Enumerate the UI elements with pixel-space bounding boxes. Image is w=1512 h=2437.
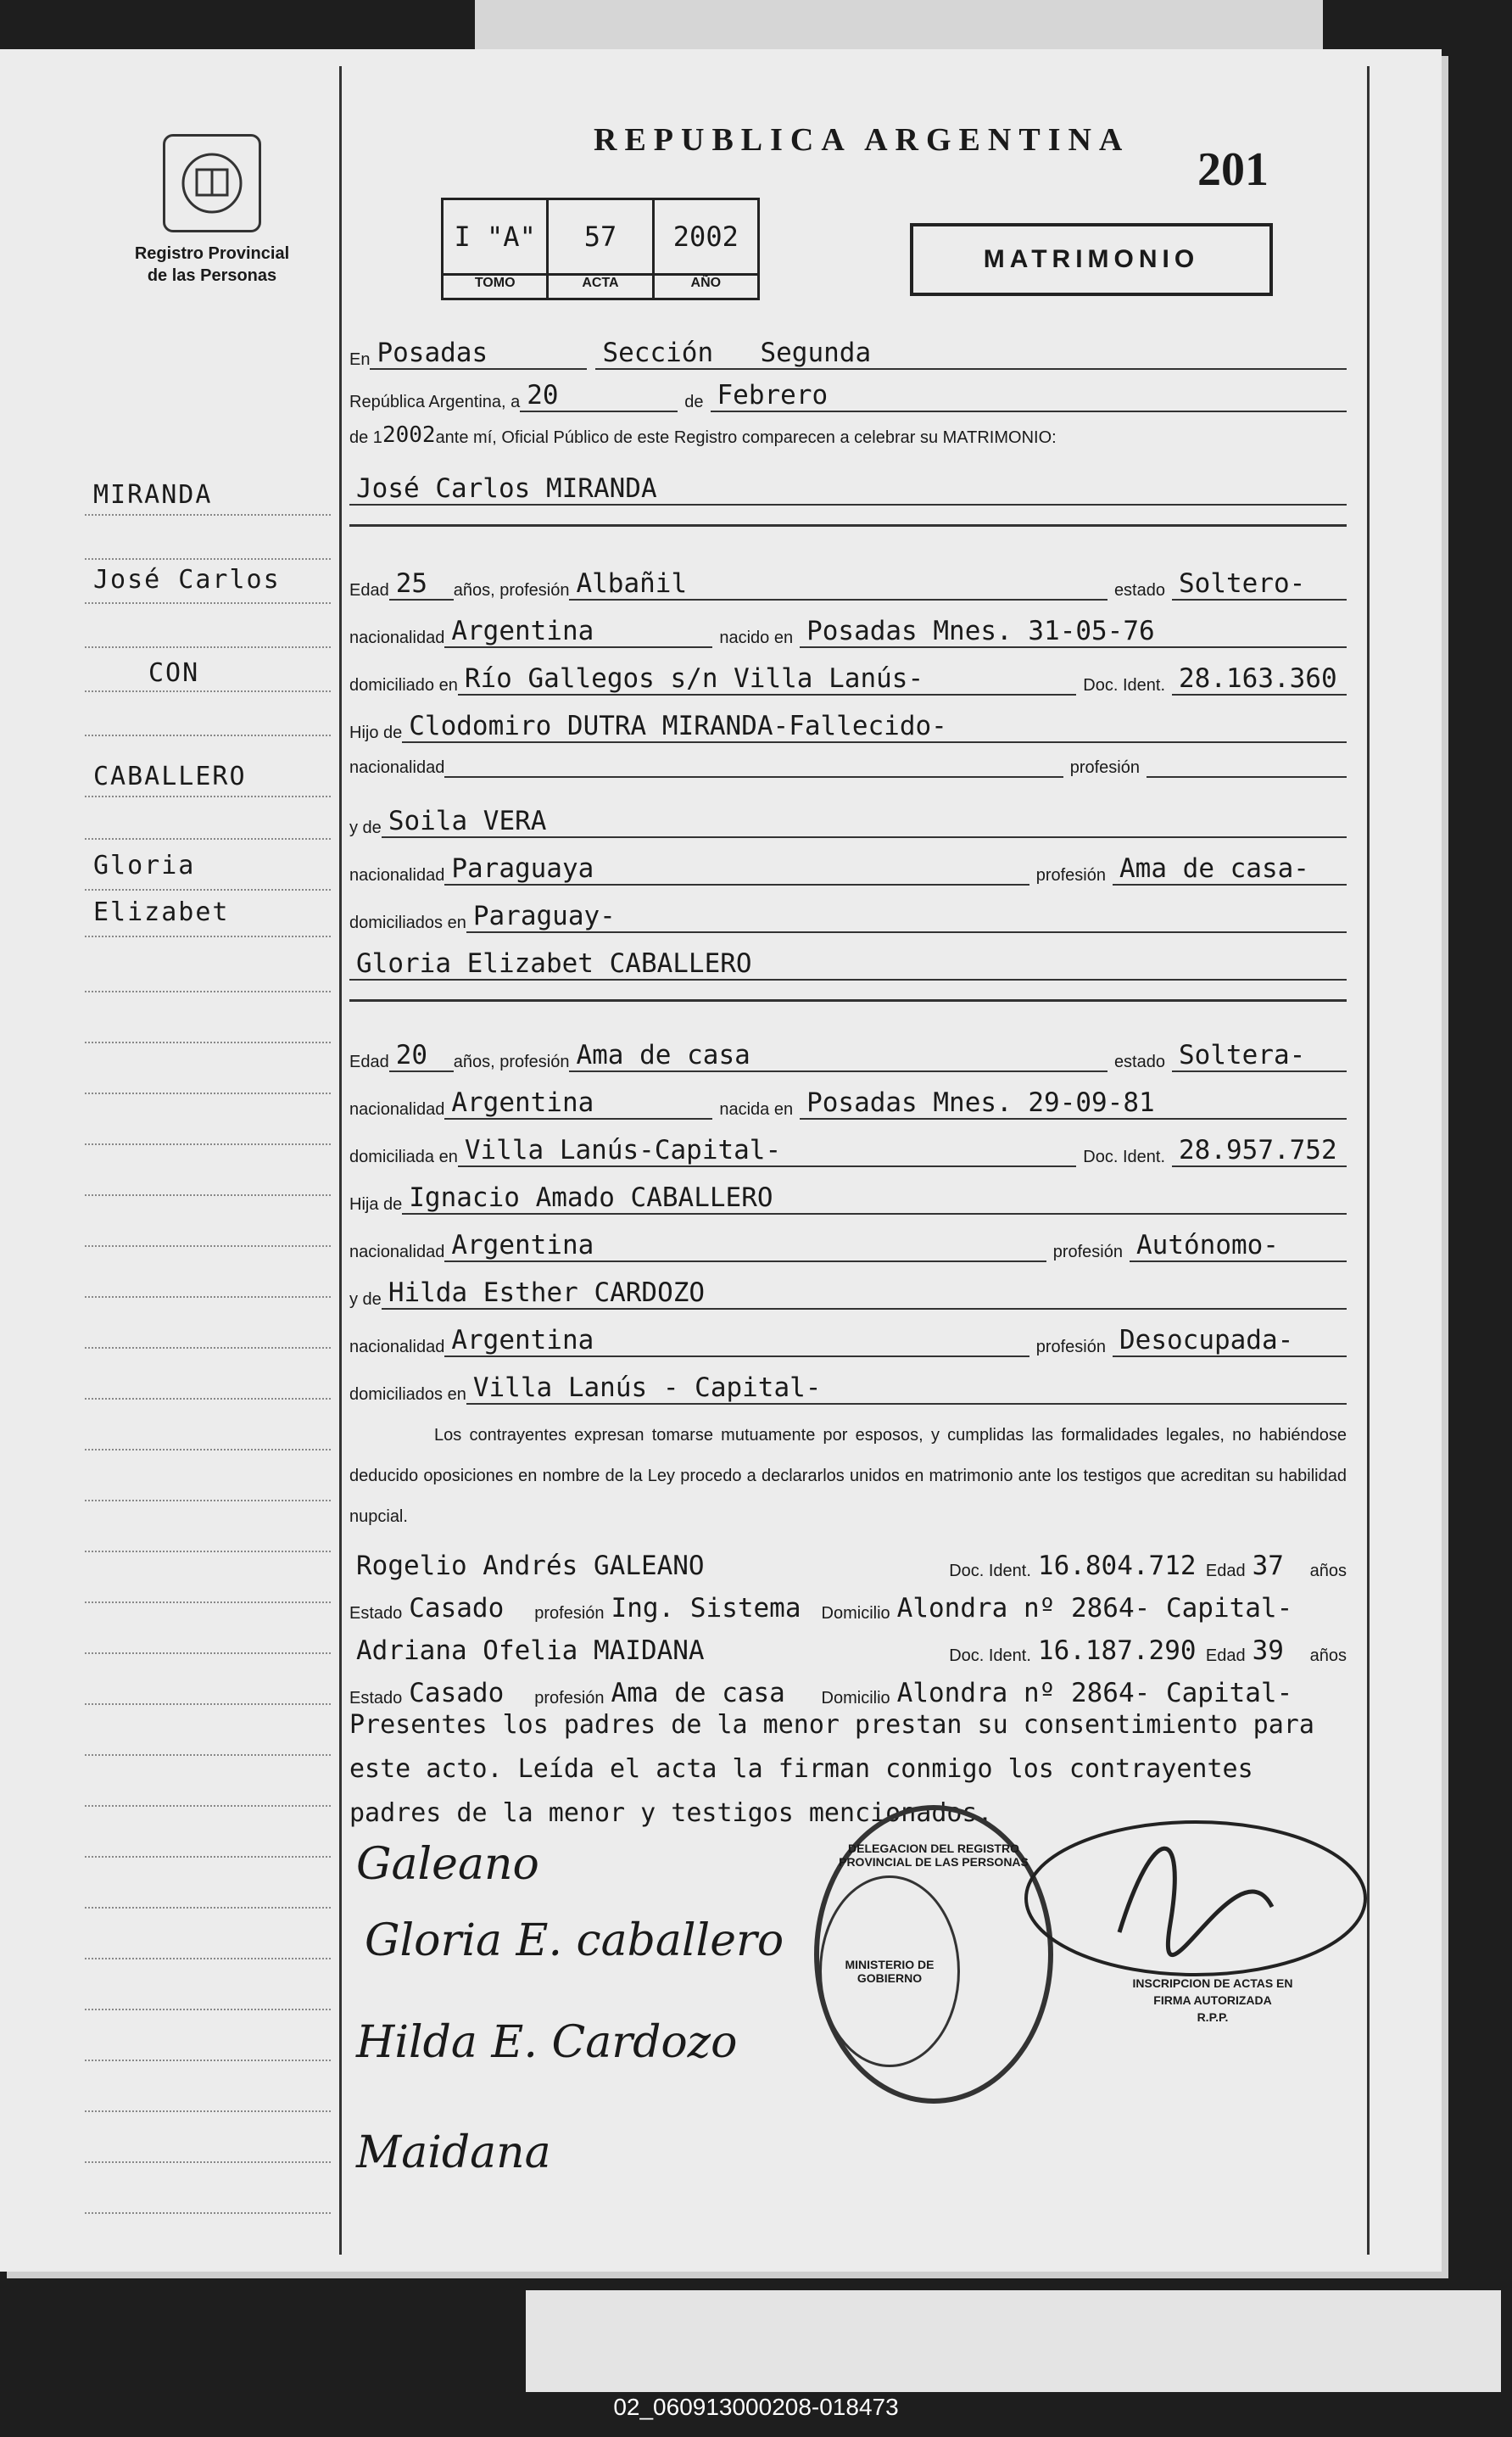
- year-prefix: de 1: [349, 428, 382, 447]
- nacionalidad-label: nacionalidad: [349, 1338, 445, 1356]
- witness1-address: Alondra nº 2864- Capital-: [896, 1593, 1293, 1624]
- margin-con: CON: [148, 658, 200, 688]
- edad-label: Edad: [1205, 1646, 1246, 1665]
- nacionalidad-label: nacionalidad: [349, 758, 445, 777]
- margin-rule: [85, 1500, 331, 1501]
- witness2-name: Adriana Ofelia MAIDANA: [356, 1635, 705, 1666]
- groom-mother: Soila VERA: [382, 806, 1347, 838]
- margin-rule: [85, 1958, 331, 1959]
- margin-bride-surname: CABALLERO: [93, 762, 247, 791]
- registry-name-line1: Registro Provincial: [134, 244, 290, 263]
- groom-profession: Albañil: [569, 568, 1107, 601]
- margin-rule: [85, 1856, 331, 1858]
- bride-nationality: Argentina: [444, 1087, 712, 1120]
- margin-rule: [85, 1194, 331, 1196]
- bride-father-line: [349, 1182, 1347, 1215]
- groom-age: 25: [389, 568, 454, 601]
- margin-groom-surname: MIRANDA: [93, 480, 213, 510]
- groom-father-profession: [1147, 776, 1347, 778]
- margin-rule: [85, 1398, 331, 1400]
- margin-column: [0, 49, 339, 2272]
- section-separator: [349, 999, 1347, 1002]
- groom-age-line: [349, 568, 1347, 601]
- bride-profession: Ama de casa: [569, 1040, 1107, 1072]
- margin-rule: [85, 1093, 331, 1094]
- nacionalidad-label: nacionalidad: [349, 866, 445, 885]
- margin-rule: [85, 735, 331, 736]
- act-type-box: MATRIMONIO: [910, 223, 1273, 296]
- signature-3: Hilda E. Cardozo: [356, 2017, 738, 2068]
- profesion-label: profesión: [1035, 1338, 1106, 1356]
- stamp-outer-text: DELEGACION DEL REGISTRO PROVINCIAL DE LAS PERSONAS: [839, 1842, 1029, 1869]
- estado-label: Estado: [349, 1604, 403, 1623]
- province-seal-icon: [163, 134, 261, 232]
- bride-parents-address-line: [349, 1372, 1347, 1405]
- bride-father-profession: Autónomo-: [1130, 1230, 1347, 1262]
- yde-label: y de: [349, 1290, 382, 1309]
- margin-rule: [85, 2110, 331, 2112]
- intro-text: ante mí, Oficial Público de este Registro comparecen a celebrar su MATRIMONIO:: [435, 428, 1057, 447]
- margin-rule: [85, 1652, 331, 1654]
- doc-label: Doc. Ident.: [949, 1646, 1031, 1665]
- bride-mother: Hilda Esther CARDOZO: [382, 1277, 1347, 1310]
- groom-nationality-line: [349, 616, 1347, 648]
- doc-label: Doc. Ident.: [949, 1562, 1031, 1580]
- domiciliados-label: domiciliados en: [349, 1385, 466, 1404]
- image-code-caption: 02_060913000208-018473: [613, 2394, 899, 2420]
- bride-father-nationality: Argentina: [444, 1230, 1046, 1262]
- estado-label: estado: [1113, 581, 1165, 600]
- anos-label: años: [1309, 1562, 1347, 1580]
- tomo-acta-year-box: [441, 198, 760, 300]
- groom-parents-address-line: [349, 901, 1347, 933]
- margin-rule: [85, 1907, 331, 1909]
- bride-mother-nationality: Argentina: [444, 1325, 1029, 1357]
- bride-address-line: [349, 1135, 1347, 1167]
- yde-label: y de: [349, 819, 382, 837]
- profesion-label: profesión: [1052, 1243, 1123, 1261]
- country-heading: REPUBLICA ARGENTINA: [594, 122, 1130, 158]
- profesion-label: profesión: [1035, 866, 1106, 885]
- groom-mother-profession: Ama de casa-: [1113, 853, 1347, 886]
- groom-address-line: [349, 663, 1347, 696]
- acta-value: 57: [549, 200, 651, 276]
- groom-father-line: [349, 711, 1347, 743]
- witness2-status: Casado: [409, 1678, 505, 1708]
- tomo-cell: [444, 200, 549, 298]
- groom-father-nationality: [444, 776, 1063, 778]
- profesion-label: años, profesión: [453, 581, 570, 600]
- bride-name-line: [349, 948, 1347, 981]
- margin-rule: [85, 2060, 331, 2061]
- margin-rule: [85, 1042, 331, 1043]
- margin-rule: [85, 558, 331, 560]
- stamp-inner-ring: [819, 1875, 960, 2067]
- day-value: 20: [520, 380, 678, 412]
- edad-label: Edad: [349, 1053, 389, 1071]
- acta-label: ACTA: [582, 276, 619, 290]
- intro-line: [349, 422, 1347, 448]
- bride-mother-line: [349, 1277, 1347, 1310]
- margin-rule: [85, 889, 331, 891]
- margin-bride-name2: Elizabet: [93, 897, 230, 927]
- year-handwritten: 2002: [382, 422, 436, 448]
- margin-rule: [85, 1601, 331, 1603]
- groom-nationality: Argentina: [444, 616, 712, 648]
- margin-rule: [85, 2212, 331, 2214]
- witness1-name: Rogelio Andrés GALEANO: [356, 1551, 705, 1581]
- margin-rule: [85, 1754, 331, 1756]
- witness2-profession: Ama de casa: [611, 1678, 785, 1708]
- domicilio-label: Domicilio: [821, 1604, 890, 1623]
- doc-label: Doc. Ident.: [1083, 676, 1165, 695]
- closing-note: Presentes los padres de la menor prestan su consentimiento para este acto. Leída el acta la firman conmigo los contrayentes padres de la menor y testigos mencionados.: [349, 1710, 1314, 1828]
- nacionalidad-label: nacionalidad: [349, 629, 445, 647]
- groom-doc: 28.163.360: [1172, 663, 1347, 696]
- bride-status: Soltera-: [1172, 1040, 1347, 1072]
- margin-bride-name1: Gloria: [93, 851, 196, 880]
- estado-label: Estado: [349, 1689, 403, 1708]
- acta-cell: [549, 200, 654, 298]
- registry-name-line2: de las Personas: [147, 266, 277, 285]
- domicilio-label: domiciliado en: [349, 676, 458, 695]
- nacionalidad-label: nacionalidad: [349, 1243, 445, 1261]
- bride-age-line: [349, 1040, 1347, 1072]
- margin-rule: [85, 646, 331, 648]
- groom-mother-nat-line: [349, 853, 1347, 886]
- nacido-label: nacido en: [719, 629, 794, 647]
- margin-rule: [85, 936, 331, 937]
- stamp-rect-line1: INSCRIPCION DE ACTAS EN: [1132, 1976, 1293, 1990]
- registry-logo-block: [102, 134, 322, 287]
- bride-address: Villa Lanús-Capital-: [458, 1135, 1076, 1167]
- bride-father: Ignacio Amado CABALLERO: [402, 1182, 1347, 1215]
- seccion-value: Segunda: [753, 338, 1347, 370]
- stamp-rect-line2: FIRMA AUTORIZADA: [1153, 1993, 1272, 2007]
- signature-1: Galeano: [356, 1839, 539, 1890]
- rep-label: República Argentina, a: [349, 393, 521, 411]
- bride-name: Gloria Elizabet CABALLERO: [349, 948, 1347, 981]
- year-value: 2002: [655, 200, 757, 276]
- bride-mother-nat-line: [349, 1325, 1347, 1357]
- witness2-age: 39: [1252, 1635, 1284, 1666]
- city-value: Posadas: [370, 338, 587, 370]
- margin-divider: [339, 66, 342, 2255]
- margin-rule: [85, 1143, 331, 1145]
- margin-rule: [85, 1551, 331, 1552]
- doc-label: Doc. Ident.: [1083, 1148, 1165, 1166]
- month-value: Febrero: [711, 380, 1347, 412]
- nacionalidad-label: nacionalidad: [349, 1100, 445, 1119]
- groom-name: José Carlos MIRANDA: [349, 473, 1347, 506]
- groom-father-nat-line: [349, 758, 1347, 778]
- hijo-label: Hijo de: [349, 724, 403, 742]
- groom-status: Soltero-: [1172, 568, 1347, 601]
- witness2-address: Alondra nº 2864- Capital-: [896, 1678, 1293, 1708]
- domicilio-label: Domicilio: [821, 1689, 890, 1708]
- profesion-label: profesión: [1069, 758, 1140, 777]
- signature-4: Maidana: [356, 2127, 551, 2178]
- year-cell: [655, 200, 757, 298]
- bride-doc: 28.957.752: [1172, 1135, 1347, 1167]
- estado-label: estado: [1113, 1053, 1165, 1071]
- margin-rule: [85, 2009, 331, 2010]
- margin-rule: [85, 1347, 331, 1349]
- date-line: [349, 380, 1347, 412]
- de-label: de: [684, 393, 704, 411]
- signature-2: Gloria E. caballero: [365, 1915, 784, 1966]
- margin-rule: [85, 1805, 331, 1807]
- witness1-profession: Ing. Sistema: [611, 1593, 801, 1624]
- margin-rule: [85, 1449, 331, 1450]
- tomo-label: TOMO: [474, 276, 516, 290]
- section-separator: [349, 524, 1347, 527]
- stamp-inner-text: MINISTERIO DE GOBIERNO: [845, 1958, 935, 1985]
- groom-mother-line: [349, 806, 1347, 838]
- margin-rule: [85, 1245, 331, 1247]
- domiciliados-label: domiciliados en: [349, 914, 466, 932]
- folio-number: 201: [1197, 143, 1269, 196]
- hija-label: Hija de: [349, 1195, 403, 1214]
- margin-groom-names: José Carlos: [93, 565, 281, 595]
- witness2-line: [349, 1635, 1347, 1666]
- margin-rule: [85, 838, 331, 840]
- bride-birthplace: Posadas Mnes. 29-09-81: [800, 1087, 1347, 1120]
- groom-parents-address: Paraguay-: [466, 901, 1347, 933]
- margin-rule: [85, 514, 331, 516]
- witness1-details-line: [349, 1593, 1347, 1624]
- bride-father-nat-line: [349, 1230, 1347, 1262]
- margin-rule: [85, 1296, 331, 1298]
- stamp-rect-line3: R.P.P.: [1197, 2010, 1229, 2024]
- background-paper-top: [475, 0, 1323, 49]
- place-line: [349, 338, 1347, 370]
- official-signature-scribble: [1018, 1788, 1374, 2009]
- nacida-label: nacida en: [719, 1100, 794, 1119]
- margin-rule: [85, 1703, 331, 1705]
- declaration-text: Los contrayentes expresan tomarse mutuamente por esposos, y cumplidas las formalidades legales, no habiéndose deducido oposiciones en nombre de la Ley procedo a declararlos unidos en matrimonio ante los testigos que acreditan su habilidad nupcial.: [349, 1426, 1347, 1526]
- edad-label: Edad: [349, 581, 389, 600]
- witness2-doc: 16.187.290: [1037, 1635, 1197, 1666]
- witness1-status: Casado: [409, 1593, 505, 1624]
- profesion-label: años, profesión: [453, 1053, 570, 1071]
- bride-mother-profession: Desocupada-: [1113, 1325, 1347, 1357]
- tomo-value: I "A": [444, 200, 546, 276]
- witness1-line: [349, 1551, 1347, 1581]
- edad-label: Edad: [1205, 1562, 1246, 1580]
- margin-rule: [85, 602, 331, 604]
- margin-rule: [85, 991, 331, 992]
- seccion-label: Sección: [595, 338, 753, 370]
- bride-parents-address: Villa Lanús - Capital-: [466, 1372, 1347, 1405]
- bride-age: 20: [389, 1040, 454, 1072]
- register-page: [0, 49, 1442, 2272]
- groom-address: Río Gallegos s/n Villa Lanús-: [458, 663, 1076, 696]
- profesion-label: profesión: [534, 1689, 605, 1708]
- anos-label: años: [1309, 1646, 1347, 1665]
- year-label: AÑO: [690, 276, 722, 290]
- en-label: En: [349, 350, 371, 369]
- profesion-label: profesión: [534, 1604, 605, 1623]
- groom-birthplace: Posadas Mnes. 31-05-76: [800, 616, 1347, 648]
- groom-father: Clodomiro DUTRA MIRANDA-Fallecido-: [402, 711, 1347, 743]
- witness1-age: 37: [1252, 1551, 1284, 1581]
- groom-mother-nationality: Paraguaya: [444, 853, 1029, 886]
- margin-rule: [85, 2161, 331, 2163]
- margin-rule: [85, 796, 331, 797]
- witness1-doc: 16.804.712: [1037, 1551, 1197, 1581]
- groom-name-line: [349, 473, 1347, 506]
- margin-rule: [85, 690, 331, 692]
- bride-nationality-line: [349, 1087, 1347, 1120]
- background-paper-bottom: [526, 2290, 1501, 2392]
- domicilio-label: domiciliada en: [349, 1148, 458, 1166]
